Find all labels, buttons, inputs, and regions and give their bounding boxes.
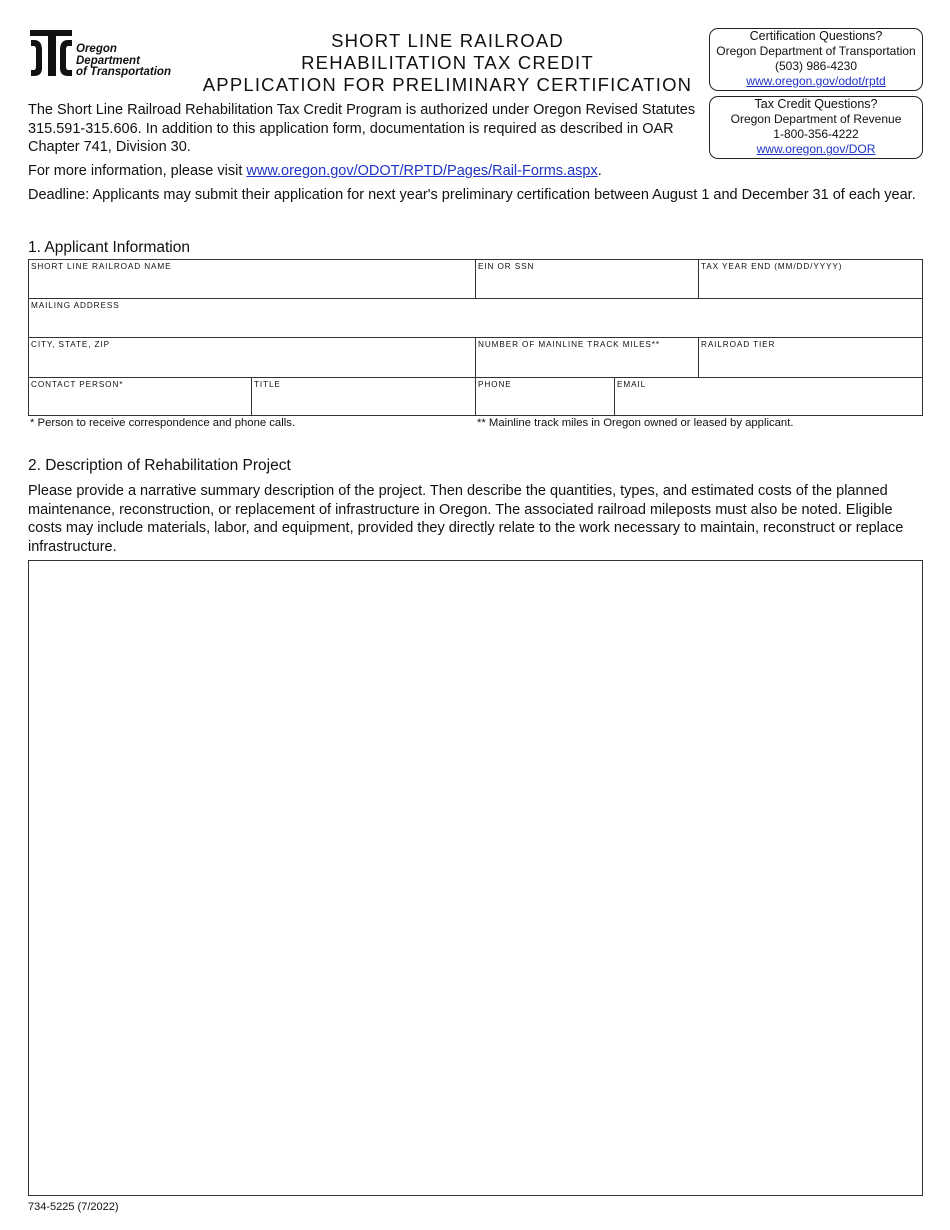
deadline-paragraph: Deadline: Applicants may submit their application for next year's preliminary certification between August 1 and December 31 of each year.: [28, 187, 916, 203]
railroad-tier-label: RAILROAD TIER: [701, 340, 776, 349]
tax-credit-questions-box: [709, 96, 923, 159]
logo-line: of Transportation: [76, 66, 171, 78]
cert-box-phone: (503) 986-4230: [774, 59, 858, 73]
rail-forms-link[interactable]: www.oregon.gov/ODOT/RPTD/Pages/Rail-Forms.aspx: [246, 163, 598, 179]
email-label: EMAIL: [617, 380, 647, 389]
odot-logo: [28, 28, 198, 80]
cert-box-org: Oregon Department of Transportation: [716, 44, 916, 58]
section-2-heading: 2. Description of Rehabilitation Project: [28, 457, 291, 474]
tax-box-phone: 1-800-356-4222: [773, 127, 859, 141]
form-title: [200, 30, 695, 96]
tax-box-org: Oregon Department of Revenue: [730, 112, 902, 126]
logo-line: Department: [76, 54, 140, 67]
more-info-suffix: .: [597, 163, 602, 179]
section-2-instructions: Please provide a narrative summary description of the project. Then describe the quantities, types, and estimated costs of the planned maintenance, reconstruction, or replacement of infrastructure in Oregon. The associated railroad mileposts must also be noted. Eligible costs may include materials, labor, and equipment, provided they directly relate to the work necessary to maintain, reconstruct or replace infrastructure.: [28, 483, 904, 555]
mailing-address-field[interactable]: [29, 299, 922, 338]
track-miles-label: NUMBER OF MAINLINE TRACK MILES**: [478, 340, 660, 349]
authority-paragraph: The Short Line Railroad Rehabilitation Tax Credit Program is authorized under Oregon Revised Statutes 315.591-315.606. In addition to this application form, documentation is required as described in OAR Chapter 741, Division 30.: [28, 102, 696, 155]
title-line-2: REHABILITATION TAX CREDIT: [301, 52, 594, 73]
mailing-address-label: MAILING ADDRESS: [31, 301, 120, 310]
tax-year-end-field[interactable]: [699, 260, 922, 299]
ein-label: EIN OR SSN: [478, 262, 535, 271]
track-miles-footnote: ** Mainline track miles in Oregon owned or leased by applicant.: [477, 417, 794, 429]
logo-wordmark: [76, 44, 171, 79]
title-field[interactable]: [252, 378, 476, 415]
odot-logo-mark: [28, 28, 74, 78]
more-info-prefix: For more information, please visit: [28, 163, 247, 179]
phone-label: PHONE: [478, 380, 512, 389]
railroad-name-label: SHORT LINE RAILROAD NAME: [31, 262, 172, 271]
cert-box-link[interactable]: www.oregon.gov/odot/rptd: [746, 74, 886, 88]
railroad-tier-field[interactable]: [699, 338, 922, 378]
contact-person-field[interactable]: [29, 378, 252, 415]
phone-field[interactable]: [476, 378, 615, 415]
tax-year-end-label: TAX YEAR END (MM/DD/YYYY): [701, 262, 843, 271]
city-state-zip-label: CITY, STATE, ZIP: [31, 340, 110, 349]
project-description-textarea[interactable]: [28, 560, 923, 1196]
applicant-info-grid: [28, 259, 923, 416]
certification-questions-box: [709, 28, 923, 91]
more-info-paragraph: [28, 162, 708, 181]
section-1-heading: 1. Applicant Information: [28, 239, 190, 256]
logo-line: Oregon: [76, 43, 117, 55]
railroad-name-field[interactable]: [29, 260, 476, 299]
title-line-1: SHORT LINE RAILROAD: [331, 30, 564, 51]
contact-person-label: CONTACT PERSON*: [31, 380, 124, 389]
title-line-3: APPLICATION FOR PRELIMINARY CERTIFICATION: [202, 74, 693, 95]
track-miles-field[interactable]: [476, 338, 699, 378]
contact-footnote: * Person to receive correspondence and phone calls.: [30, 417, 296, 429]
city-state-zip-field[interactable]: [29, 338, 476, 378]
email-field[interactable]: [615, 378, 922, 415]
tax-box-link[interactable]: www.oregon.gov/DOR: [756, 142, 876, 156]
tax-box-heading: Tax Credit Questions?: [754, 97, 878, 111]
form-number: 734-5225 (7/2022): [28, 1201, 119, 1213]
title-label: TITLE: [254, 380, 281, 389]
cert-box-heading: Certification Questions?: [749, 29, 883, 43]
ein-field[interactable]: [476, 260, 699, 299]
